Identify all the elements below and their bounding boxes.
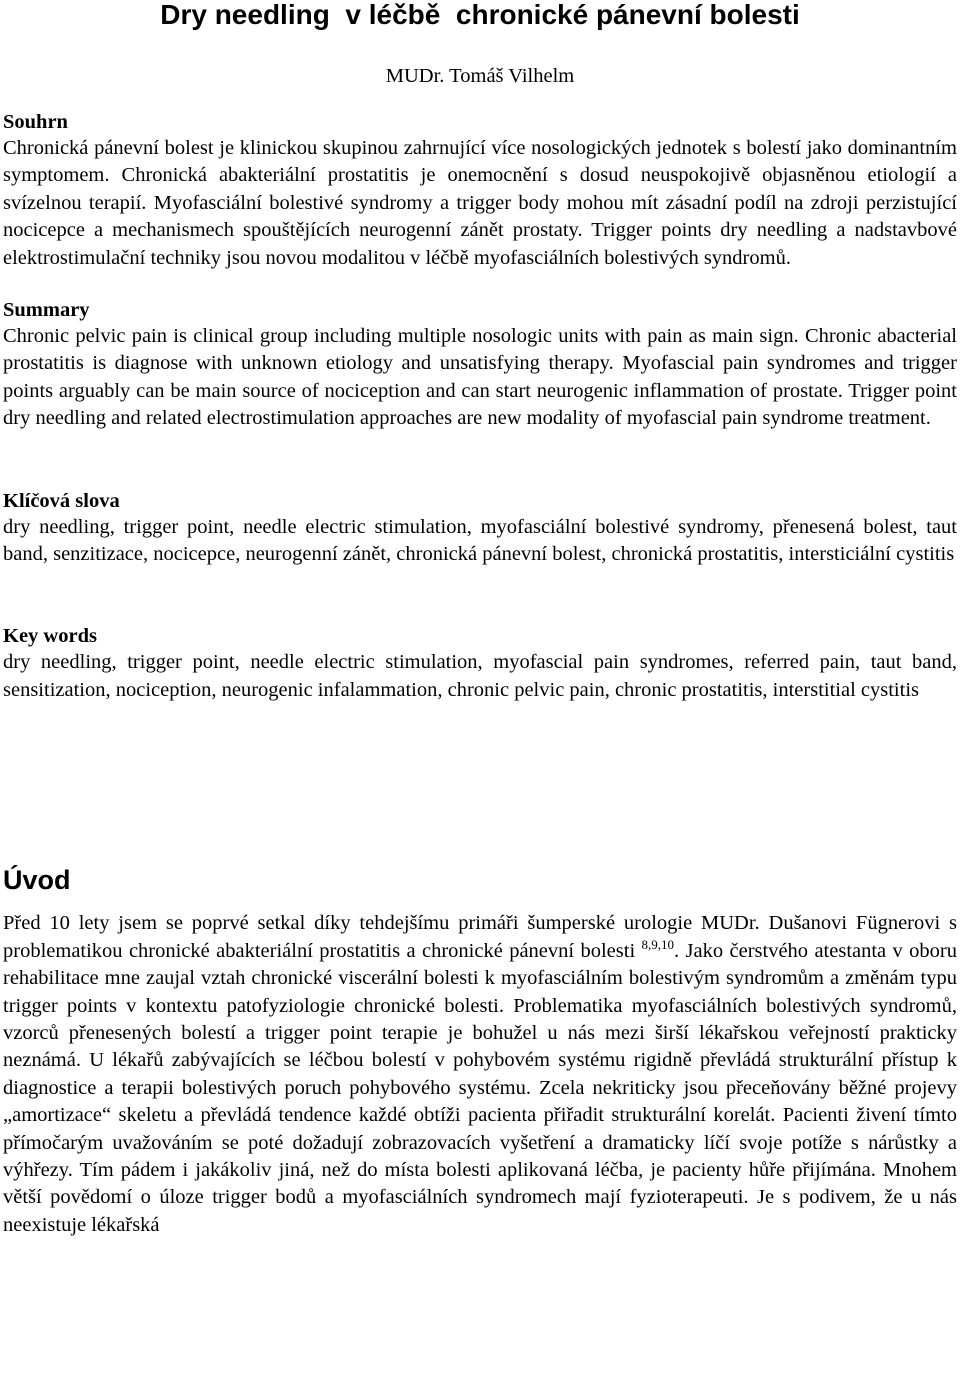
uvod-text-part-1: Před 10 lety jsem se poprvé setkal díky tehdejšímu primáři šumperské urologie MUDr. Dušanovi Fügnerovi s problematikou chronické abakteriální prostatitis a chronické pánevní bolesti — [3, 912, 957, 962]
klicova-slova-section — [3, 488, 957, 569]
citation-superscript: 8,9,10 — [641, 936, 675, 952]
uvod-text-part-2: . Jako čerstvého atestanta v oboru rehabilitace mne zaujal vztah chronické viscerální bolesti k myofasciálním bolestivým syndromům a změnám typu trigger points v kontextu patofyziologie chronické bolesti. Problematika myofasciálních bolestivých syndromů, vzorců přenesených bolestí a trigger point terapie je bohužel u nás mezi širší lékařskou veřejností prakticky neznámá. U lékařů zabývajících se léčbou bolestí v pohybovém systému rigidně převládá strukturální přístup k diagnostice a terapii bolestivých poruch pohybového systému. Zcela nekriticky jsou přeceňovány běžné projevy „amortizace“ skeletu a převládá tendence každé obtíži pacienta přiřadit strukturální korelát. Pacienti živení tímto přímočarým uvažováním se poté dožadují zobrazovacích vyšetření a dramaticky líčí svoje potíže s nárůstky a výhřezy. Tím pádem i jakákoliv jiná, než do místa bolesti aplikovaná léčba, je pacienty hůře přijímána. Mnohem větší povědomí o úloze trigger bodů a myofasciálních syndromech mají fyzioterapeuti. Je s podivem, že u nás neexistuje lékařská — [3, 939, 957, 1236]
uvod-text — [3, 910, 957, 1239]
document-title: Dry needling v léčbě chronické pánevní bolesti — [160, 0, 800, 30]
author-name: MUDr. Tomáš Vilhelm — [385, 65, 575, 87]
souhrn-section — [3, 109, 957, 272]
uvod-section — [3, 864, 957, 1239]
klicova-slova-heading: Klíčová slova — [3, 489, 120, 512]
document-page — [3, 0, 957, 1239]
summary-heading: Summary — [3, 299, 90, 322]
summary-text: Chronic pelvic pain is clinical group including multiple nosologic units with pain as main sign. Chronic abacterial prostatitis is diagnose with unknown etiology and unsatisfying therapy. Myofascial pain syndromes and trigger points arguably can be main source of nociception and can start neurogenic inflammation of prostate. Trigger point dry needling and related electrostimulation approaches are new modality of myofascial pain syndrome treatment. — [3, 325, 957, 430]
souhrn-text: Chronická pánevní bolest je klinickou skupinou zahrnující více nosologických jednotek s bolestí jako dominantním symptomem. Chronická abakteriální prostatitis je onemocnění s dosud neuspokojivě objasněnou etiologií a svízelnou terapií. Myofasciální bolestivé syndromy a trigger body mohou mít zásadní podíl na zdroji perzistující nocicepce a mechanismech spouštějících neurogenní zánět prostaty. Trigger points dry needling a nadstavbové elektrostimulační techniky jsou novou modalitou v léčbě myofasciálních bolestivých syndromů. — [3, 137, 957, 269]
summary-section — [3, 297, 957, 433]
uvod-heading: Úvod — [3, 865, 71, 896]
souhrn-heading: Souhrn — [3, 111, 68, 133]
klicova-slova-text: dry needling, trigger point, needle electric stimulation, myofasciální bolestivé syndromy, přenesená bolest, taut band, senzitizace, nocicepce, neurogenní zánět, chronická pánevní bolest, chronická prostatitis, intersticiální cystitis — [3, 515, 957, 566]
key-words-section — [3, 623, 957, 704]
key-words-heading: Key words — [3, 625, 97, 648]
key-words-text: dry needling, trigger point, needle electric stimulation, myofascial pain syndromes, referred pain, taut band, sensitization, nociception, neurogenic infalammation, chronic pelvic pain, chronic prostatitis, interstitial cystitis — [3, 651, 957, 701]
